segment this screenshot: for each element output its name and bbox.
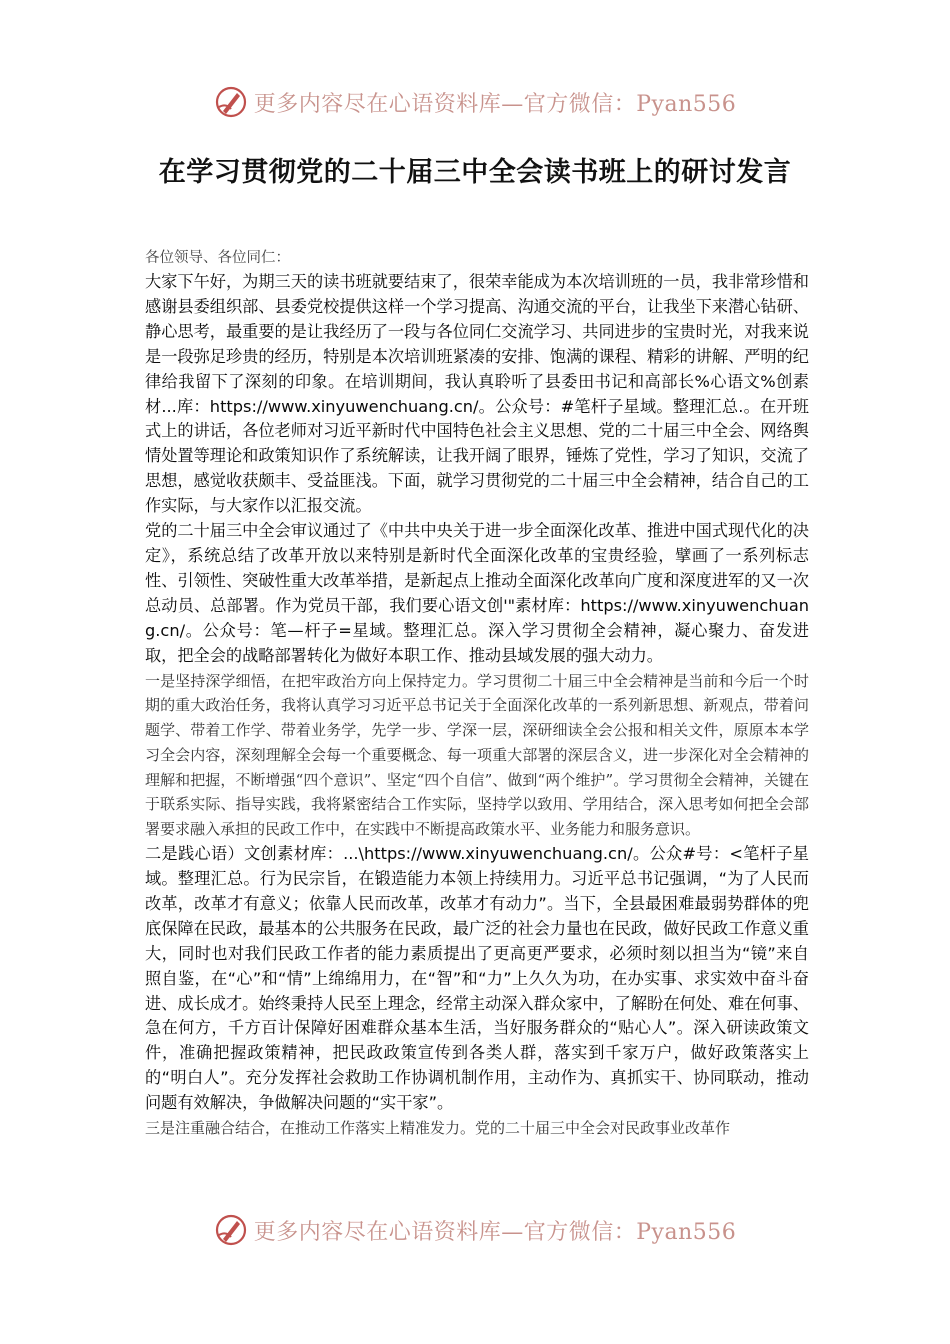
document-title: 在学习贯彻党的二十届三中全会读书班上的研讨发言 (158, 157, 792, 188)
document-body (145, 246, 809, 1141)
pen-nib-logo-icon (214, 1213, 248, 1247)
footer-watermark-banner (0, 1210, 950, 1250)
header-watermark-banner (0, 82, 950, 122)
footer-watermark-text: 更多内容尽在心语资料库—官方微信：Pyan556 (253, 1219, 737, 1245)
pen-nib-logo-icon (214, 85, 248, 119)
paragraph-overview: 党的二十届三中全会审议通过了《中共中央关于进一步全面深化改革、推进中国式现代化的决定》，系统总结了改革开放以来特别是新时代全面深化改革的宝贵经验，擘画了一系列标志性、引领性、突破性重大改革举措，是新起点上推动全面深化改革向广度和深度进军的又一次总动员、总部署。作为党员干部，我们要心语文创'"素材库：https://www.xinyuwenchuang.cn/。公众号：笔—杆子=星域。整理汇总。深入学习贯彻全会精神，凝心聚力、奋发进取，把全会的战略部署转化为做好本职工作、推动县域发展的强大动力。 (145, 521, 809, 665)
header-watermark-text: 更多内容尽在心语资料库—官方微信：Pyan556 (253, 91, 737, 117)
paragraph-point-three: 三是注重融合结合，在推动工作落实上精准发力。党的二十届三中全会对民政事业改革作 (145, 1119, 731, 1138)
paragraph-point-two: 二是践心语）文创素材库：...\https://www.xinyuwenchuang.cn/。公众#号：<笔杆子星域。整理汇总。行为民宗旨，在锻造能力本领上持续用力。习近平总书记强调，“为了人民而改革，改革才有意义；依靠人民而改革，改革才有动力”。当下，全县最困难最弱势群体的兜底保障在民政，最基本的公共服务在民政，最广泛的社会力量也在民政，做好民政工作意义重大，同时也对我们民政工作者的能力素质提出了更高更严要求，必须时刻以担当为“镜”来自照自鉴，在“心”和“情”上绵绵用力，在“智”和“力”上久久为功，在办实事、求实效中奋斗奋进、成长成才。始终秉持人民至上理念，经常主动深入群众家中，了解盼在何处、难在何事、急在何方，千方百计保障好困难群众基本生活，当好服务群众的“贴心人”。深入研读政策文件，准确把握政策精神，把民政政策宣传到各类人群，落实到千家万户，做好政策落实上的“明白人”。充分发挥社会救助工作协调机制作用，主动作为、真抓实干、协同联动，推动问题有效解决，争做解决问题的“实干家”。 (145, 844, 809, 1113)
paragraph-point-one: 一是坚持深学细悟，在把牢政治方向上保持定力。学习贯彻二十届三中全会精神是当前和今后一个时期的重大政治任务，我将认真学习习近平总书记关于全面深化改革的一系列新思想、新观点，带着问题学、带着工作学、带着业务学，先学一步、学深一层，深研细读全会公报和相关文件，原原本本学习全会内容，深刻理解全会每一个重要概念、每一项重大部署的深层含义，进一步深化对全会精神的理解和把握，不断增强“四个意识”、坚定“四个自信”、做到“两个维护”。学习贯彻全会精神，关键在于联系实际、指导实践，我将紧密结合工作实际，坚持学以致用、学用结合，深入思考如何把全会部署要求融入承担的民政工作中，在实践中不断提高政策水平、业务能力和服务意识。 (145, 671, 809, 839)
paragraph-opening: 大家下午好，为期三天的读书班就要结束了，很荣幸能成为本次培训班的一员，我非常珍惜和感谢县委组织部、县委党校提供这样一个学习提高、沟通交流的平台，让我坐下来潜心钻研、静心思考，最重要的是让我经历了一段与各位同仁交流学习、共同进步的宝贵时光，对我来说是一段弥足珍贵的经历，特别是本次培训班紧凑的安排、饱满的课程、精彩的讲解、严明的纪律给我留下了深刻的印象。在培训期间，我认真聆听了县委田书记和高部长%心语文%创素材...库：https://www.xinyuwenchuang.cn/。公众号：#笔杆子星域。整理汇总.。在开班式上的讲话，各位老师对习近平新时代中国特色社会主义思想、党的二十届三中全会、网络舆情处置等理论和政策知识作了系统解读，让我开阔了眼界，锤炼了党性，学习了知识，交流了思想，感觉收获颇丰、受益匪浅。下面，就学习贯彻党的二十届三中全会精神，结合自己的工作实际，与大家作以汇报交流。 (145, 272, 809, 516)
greeting-line: 各位领导、各位同仁： (145, 250, 290, 266)
